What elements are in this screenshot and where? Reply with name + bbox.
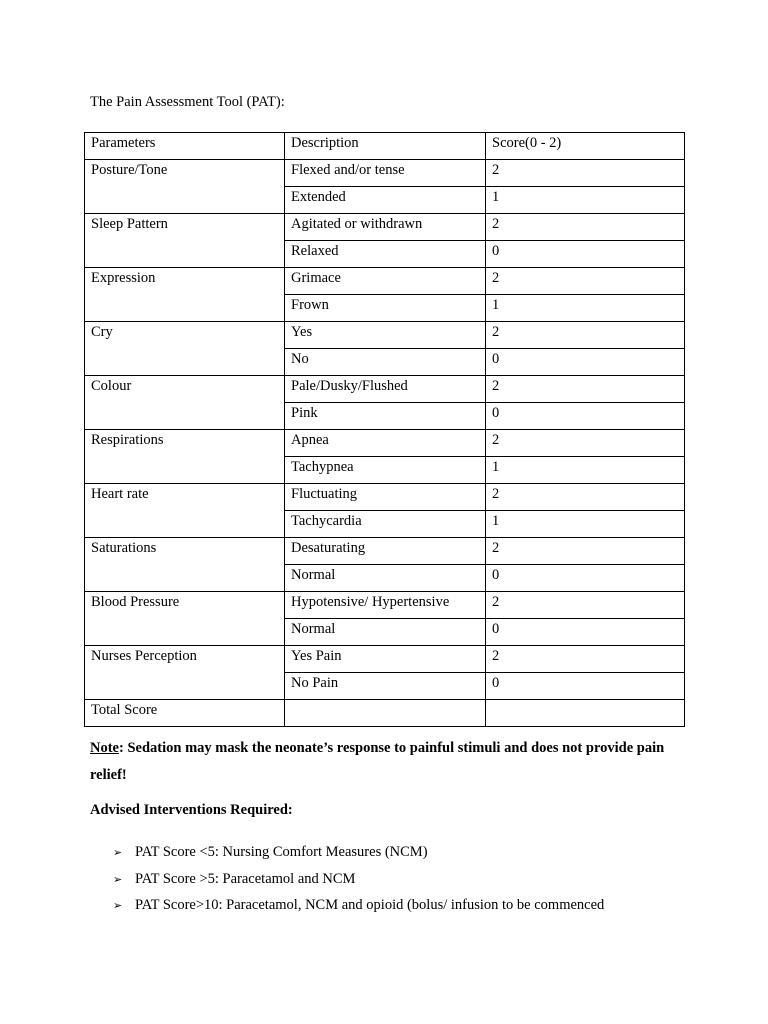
description-cell: Extended (285, 187, 486, 214)
parameter-cell: Sleep Pattern (85, 214, 285, 268)
note-label: Note (90, 740, 119, 756)
parameter-cell: Blood Pressure (85, 592, 285, 646)
parameter-cell: Saturations (85, 538, 285, 592)
score-cell: 0 (486, 673, 685, 700)
total-description-cell (285, 700, 486, 727)
description-cell: Pink (285, 403, 486, 430)
description-cell: Normal (285, 619, 486, 646)
score-cell: 0 (486, 619, 685, 646)
score-cell: 1 (486, 295, 685, 322)
description-cell: Frown (285, 295, 486, 322)
table-row (85, 160, 685, 187)
score-cell: 1 (486, 187, 685, 214)
description-cell: Tachypnea (285, 457, 486, 484)
intervention-text: PAT Score>10: Paracetamol, NCM and opioid (bolus/ infusion to be commenced (135, 897, 605, 913)
parameter-cell: Heart rate (85, 484, 285, 538)
arrowhead-bullet-icon: ➢ (113, 899, 123, 912)
score-cell: 1 (486, 457, 685, 484)
table-row (85, 430, 685, 457)
total-score-cell (486, 700, 685, 727)
score-cell: 2 (486, 376, 685, 403)
table-row (85, 484, 685, 511)
description-cell: Tachycardia (285, 511, 486, 538)
parameter-cell: Nurses Perception (85, 646, 285, 700)
description-cell: Relaxed (285, 241, 486, 268)
score-cell: 2 (486, 592, 685, 619)
sedation-note (90, 735, 690, 789)
score-cell: 2 (486, 538, 685, 565)
arrowhead-bullet-icon: ➢ (113, 846, 123, 859)
score-cell: 2 (486, 268, 685, 295)
description-cell: Desaturating (285, 538, 486, 565)
pat-table-body (85, 133, 685, 727)
parameter-cell: Respirations (85, 430, 285, 484)
score-cell: 2 (486, 430, 685, 457)
header-description: Description (285, 133, 486, 160)
description-cell: Normal (285, 565, 486, 592)
score-cell: 2 (486, 322, 685, 349)
description-cell: Flexed and/or tense (285, 160, 486, 187)
description-cell: Grimace (285, 268, 486, 295)
description-cell: Yes (285, 322, 486, 349)
description-cell: Yes Pain (285, 646, 486, 673)
description-cell: Apnea (285, 430, 486, 457)
arrowhead-bullet-icon: ➢ (113, 872, 123, 886)
table-row (85, 592, 685, 619)
table-row (85, 646, 685, 673)
list-item (113, 895, 604, 922)
pat-table (84, 132, 685, 727)
description-cell: No (285, 349, 486, 376)
table-row (85, 268, 685, 295)
note-text: : Sedation may mask the neonate’s response to painful stimuli and does not provide pain relief! (90, 740, 665, 783)
description-cell: Agitated or withdrawn (285, 214, 486, 241)
score-cell: 0 (486, 349, 685, 376)
parameter-cell: Cry (85, 322, 285, 376)
score-cell: 2 (486, 646, 685, 673)
list-item (113, 869, 604, 896)
table-row (85, 322, 685, 349)
parameter-cell: Expression (85, 268, 285, 322)
interventions-heading: Advised Interventions Required: (90, 802, 293, 818)
score-cell: 2 (486, 160, 685, 187)
list-item (113, 842, 604, 869)
table-row (85, 214, 685, 241)
score-cell: 2 (486, 484, 685, 511)
score-cell: 1 (486, 511, 685, 538)
parameter-cell: Posture/Tone (85, 160, 285, 214)
description-cell: Pale/Dusky/Flushed (285, 376, 486, 403)
score-cell: 2 (486, 214, 685, 241)
table-row (85, 376, 685, 403)
interventions-list (113, 842, 604, 922)
header-parameters: Parameters (85, 133, 285, 160)
description-cell: Fluctuating (285, 484, 486, 511)
score-cell: 0 (486, 241, 685, 268)
score-cell: 0 (486, 403, 685, 430)
document-title: The Pain Assessment Tool (PAT): (90, 94, 285, 110)
header-score: Score(0 - 2) (486, 133, 685, 160)
description-cell: Hypotensive/ Hypertensive (285, 592, 486, 619)
intervention-text: PAT Score <5: Nursing Comfort Measures (NCM) (135, 844, 428, 860)
total-label-cell: Total Score (85, 700, 285, 727)
table-row (85, 538, 685, 565)
score-cell: 0 (486, 565, 685, 592)
parameter-cell: Colour (85, 376, 285, 430)
intervention-text: PAT Score >5: Paracetamol and NCM (135, 870, 356, 887)
total-row (85, 700, 685, 727)
table-header-row (85, 133, 685, 160)
description-cell: No Pain (285, 673, 486, 700)
